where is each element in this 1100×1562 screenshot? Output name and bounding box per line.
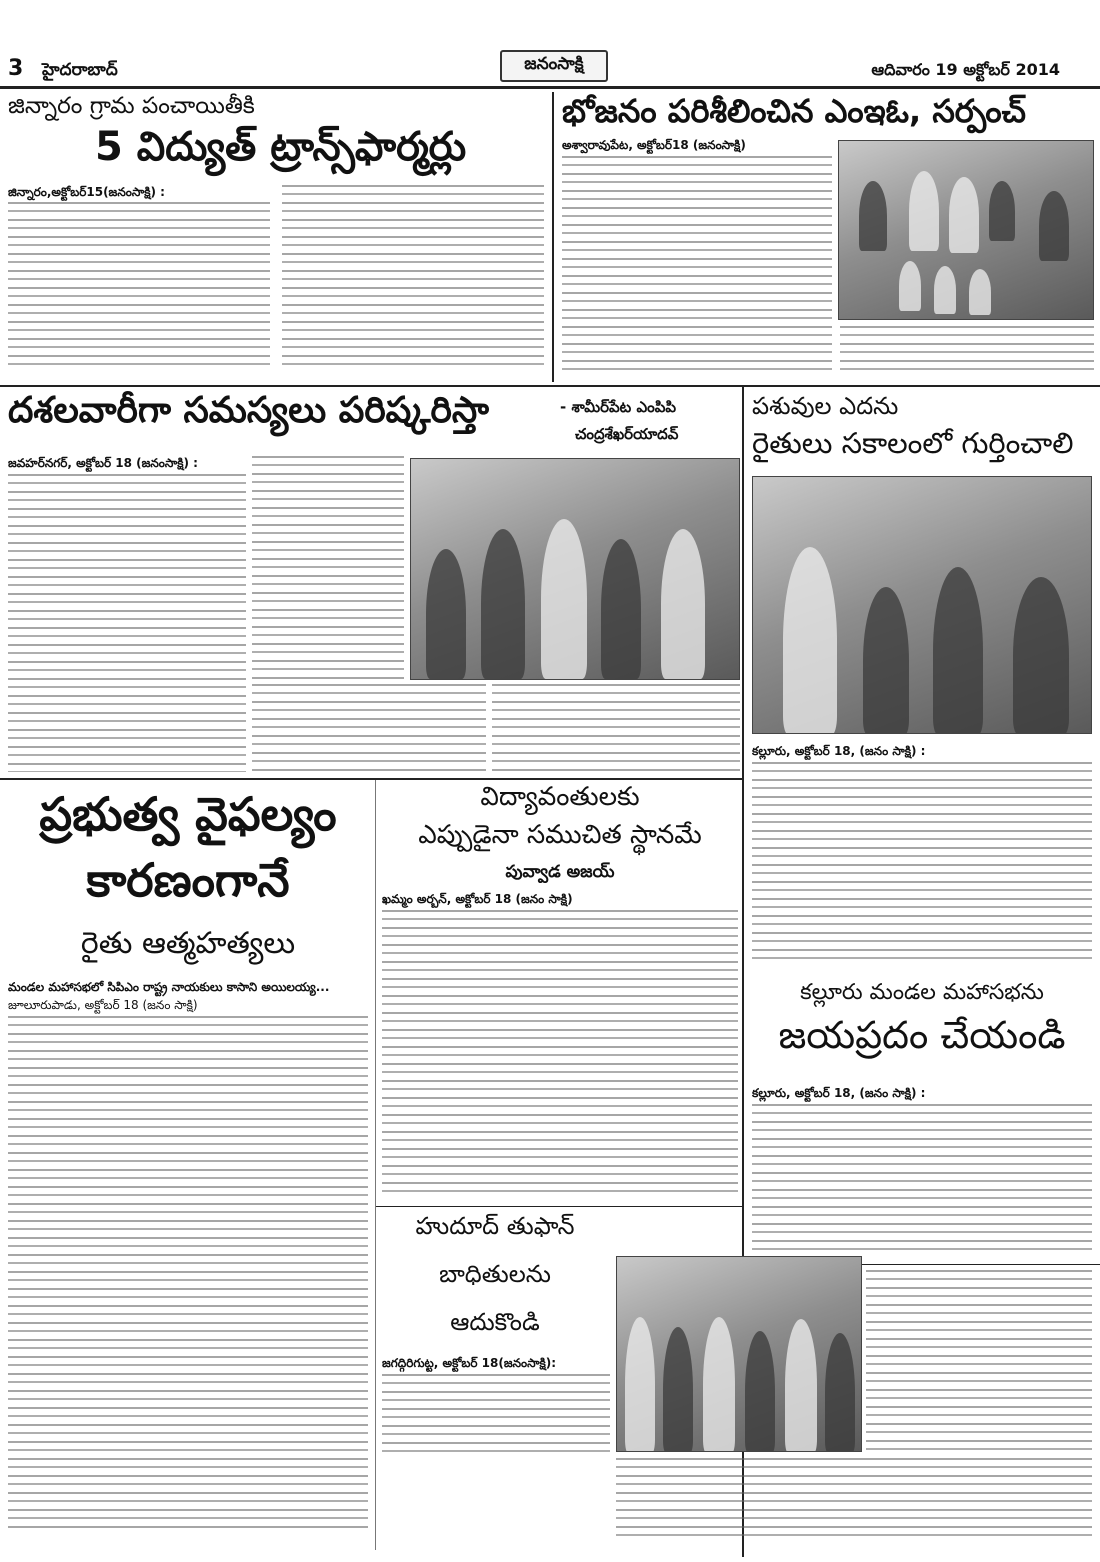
- article-body-column: [562, 156, 832, 374]
- article-photo: [410, 458, 740, 680]
- section-rule: [376, 1206, 742, 1207]
- article-headline: బాధితులను: [439, 1260, 551, 1288]
- article-dateline: జిన్నారం,అక్టోబర్15(జనంసాక్షి) :: [8, 185, 165, 199]
- section-rule: [0, 778, 742, 780]
- article-headline: రైతు ఆత్మహత్యలు: [80, 926, 296, 961]
- article-headline: ఆదుకొండి: [450, 1308, 540, 1336]
- newspaper-logo: [500, 50, 608, 82]
- article-attribution: - శామీర్‌పేట ఎంపిపి: [560, 398, 677, 416]
- logo-text: జనంసాక్షి: [524, 54, 584, 74]
- article-body-column: [840, 326, 1094, 374]
- article-headline: జయప్రదం చేయండి: [778, 1013, 1066, 1057]
- article-kicker: పశువుల ఎదను: [752, 392, 899, 420]
- article-headline: దశలవారీగా సమస్యలు పరిష్కరిస్తా: [8, 390, 489, 431]
- article-dateline: జూలూరుపాడు, అక్టోబర్ 18 (జనం సాక్షి): [8, 998, 198, 1012]
- article-headline: హుదూద్ తుఫాన్: [415, 1212, 575, 1240]
- column-divider: [552, 92, 554, 382]
- article-body-column: [8, 1016, 368, 1530]
- article-dateline: అశ్వారావుపేట, అక్టోబర్18 (జనంసాక్షి): [562, 138, 746, 152]
- article-body-column: [752, 762, 1092, 960]
- article-body-column: [752, 1104, 1092, 1256]
- article-body-column: [382, 1374, 610, 1452]
- article-headline: కారణంగానే: [86, 853, 290, 907]
- article-body-column: [382, 910, 738, 1196]
- article-dateline: ఖమ్మం అర్బన్, అక్టోబర్ 18 (జనం సాక్షి): [382, 892, 573, 906]
- section-rule: [742, 385, 1100, 387]
- article-headline: 5 విద్యుత్ ట్రాన్స్‌ఫార్మర్లు: [95, 124, 467, 170]
- column-divider: [375, 780, 376, 1550]
- article-body-column: [866, 1270, 1092, 1452]
- article-headline: విద్యావంతులకు: [480, 782, 640, 812]
- article-body-column: [252, 456, 404, 680]
- article-body-column: [8, 474, 246, 772]
- article-subhead: మండల మహాసభలో సిపిఎం రాష్ట్ర నాయకులు కాసాని అయిలయ్య...: [8, 980, 330, 994]
- article-headline: ప్రభుత్వ వైఫల్యం: [39, 787, 337, 841]
- article-headline: భోజనం పరిశీలించిన ఎంఇఓ, సర్పంచ్: [562, 92, 1026, 130]
- article-byline: పువ్వాడ అజయ్: [505, 862, 615, 882]
- masthead-rule: [0, 86, 1100, 89]
- article-attribution: చంద్రశేఖర్‌యాదవ్: [575, 425, 679, 443]
- article-photo: [616, 1256, 862, 1452]
- edition-city: హైదరాబాద్: [42, 60, 118, 80]
- article-dateline: జగద్గిరిగుట్ట, అక్టోబర్ 18(జనంసాక్షి):: [382, 1356, 557, 1370]
- article-dateline: కల్లూరు, అక్టోబర్ 18, (జనం సాక్షి) :: [752, 1086, 926, 1100]
- article-body-column: [8, 202, 270, 372]
- article-dateline: కల్లూరు, అక్టోబర్ 18, (జనం సాక్షి) :: [752, 744, 926, 758]
- article-kicker: కల్లూరు మండల మహాసభను: [800, 980, 1044, 1005]
- issue-date: ఆదివారం 19 అక్టోబర్ 2014: [871, 60, 1060, 79]
- article-kicker: జిన్నారం గ్రామ పంచాయితీకి: [8, 93, 255, 119]
- masthead: [0, 0, 1100, 90]
- article-photo: [838, 140, 1094, 320]
- article-headline: ఎప్పుడైనా సముచిత స్థానమే: [418, 820, 702, 850]
- article-photo: [752, 476, 1092, 734]
- article-headline: రైతులు సకాలంలో గుర్తించాలి: [752, 426, 1074, 460]
- article-body-column: [252, 684, 486, 772]
- article-body-column: [492, 684, 740, 772]
- article-dateline: జవహర్‌నగర్, అక్టోబర్ 18 (జనంసాక్షి) :: [8, 456, 198, 470]
- article-body-column: [282, 185, 544, 372]
- section-rule: [0, 385, 742, 387]
- article-body-column: [616, 1458, 1092, 1540]
- page-number: 3: [8, 56, 24, 81]
